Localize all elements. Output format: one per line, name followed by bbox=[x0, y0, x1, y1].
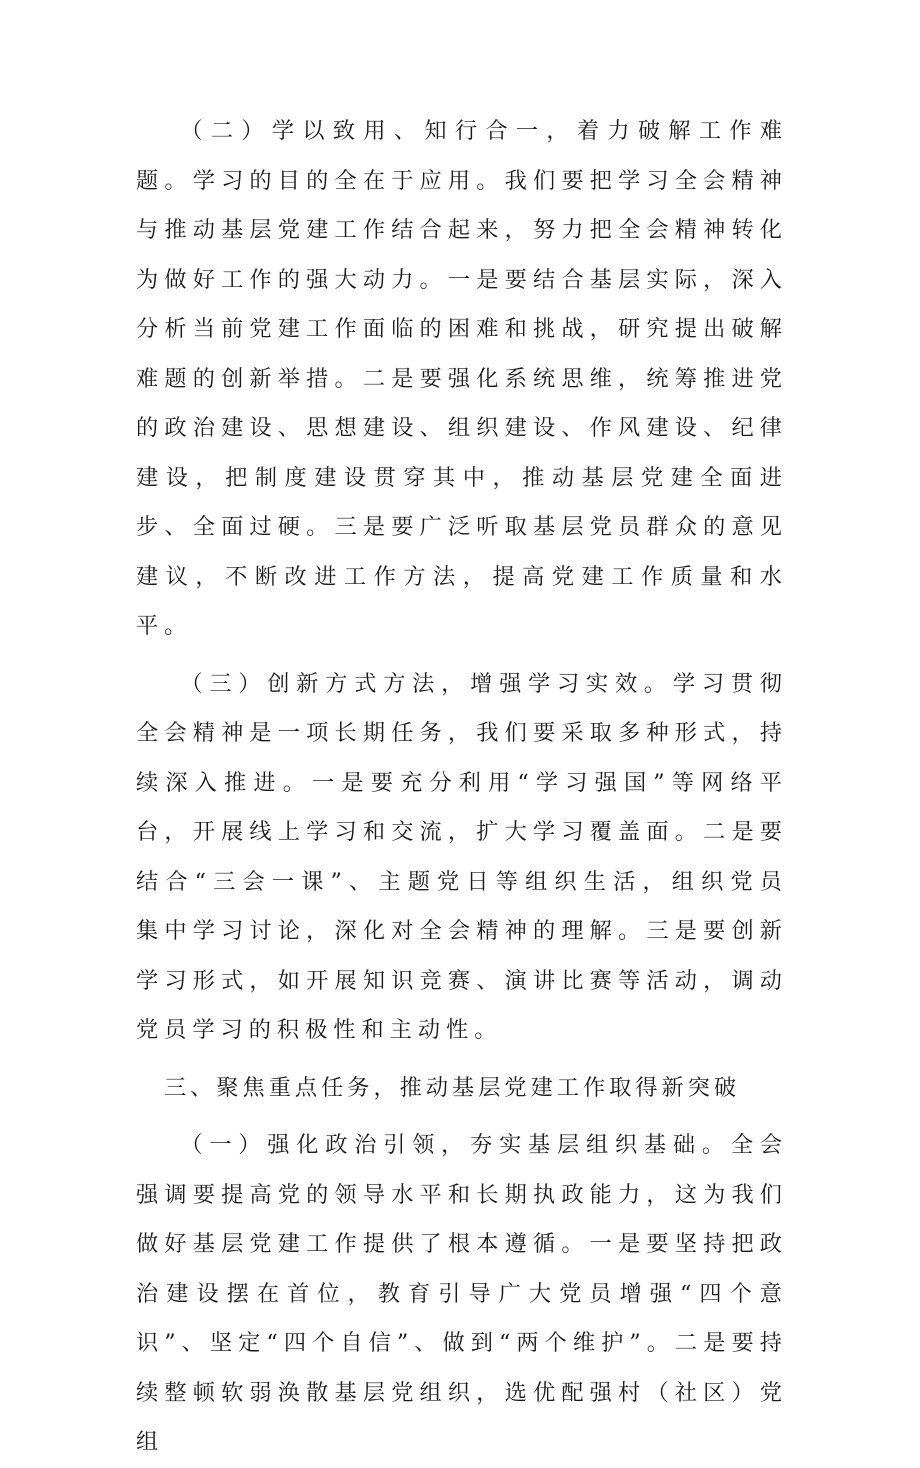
paragraph-innovate-methods: （三）创新方式方法，增强学习实效。学习贯彻全会精神是一项长期任务，我们要采取多种形式，持续深入推进。一是要充分利用“学习强国”等网络平台，开展线上学习和交流，扩大学习覆盖面。二是要结合“三会一课”、主题党日等组织生活，组织党员集中学习讨论，深化对全会精神的理解。三是要创新学习形式，如开展知识竞赛、演讲比赛等活动，调动党员学习的积极性和主动性。 bbox=[136, 670, 788, 1043]
paragraph-gap bbox=[136, 652, 788, 660]
paragraph-study-application: （二）学以致用、知行合一，着力破解工作难题。学习的目的全在于应用。我们要把学习全会精神与推动基层党建工作结合起来，努力把全会精神转化为做好工作的强大动力。一是要结合基层实际，深入分析当前党建工作面临的困难和挑战，研究提出破解难题的创新举措。二是要强化系统思维，统筹推进党的政治建设、思想建设、组织建设、作风建设、纪律建设，把制度建设贯穿其中，推动基层党建全面进步、全面过硬。三是要广泛听取基层党员群众的意见建议，不断改进工作方法，提高党建工作质量和水平。 bbox=[136, 118, 788, 639]
paragraph-gap bbox=[136, 1113, 788, 1121]
paragraph-gap bbox=[136, 1056, 788, 1064]
paragraph-political-leadership: （一）强化政治引领，夯实基层组织基础。全会强调要提高党的领导水平和长期执政能力，这为我们做好基层党建工作提供了根本遵循。一是要坚持把政治建设摆在首位，教育引导广大党员增强“四个意识”、坚定“四个自信”、做到“两个维护”。二是要持续整顿软弱涣散基层党组织，选优配强村（社区）党组 bbox=[136, 1132, 788, 1455]
document-body bbox=[136, 107, 788, 1468]
section-heading-three: 三、聚焦重点任务，推动基层党建工作取得新突破 bbox=[164, 1074, 741, 1101]
